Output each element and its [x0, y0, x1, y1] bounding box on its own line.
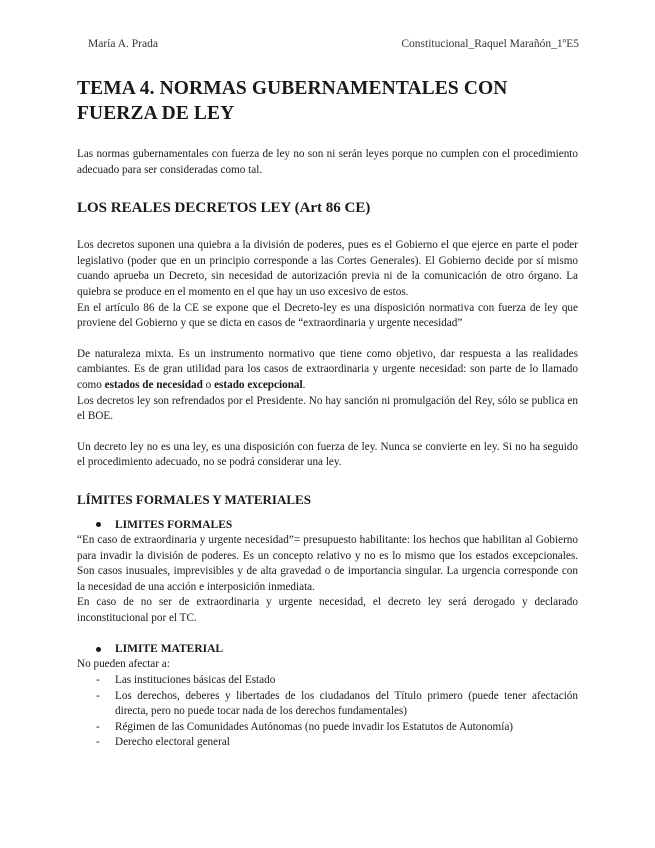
bold-estados-necesidad: estados de necesidad	[104, 378, 203, 391]
intro-paragraph: Las normas gubernamentales con fuerza de ley no son ni serán leyes porque no cumplen con el procedimiento adecuado para ser consideradas como tal.	[77, 148, 578, 176]
section-heading-limites: LÍMITES FORMALES Y MATERIALES	[77, 491, 311, 507]
paragraph-articulo-86: En el artículo 86 de la CE se expone que el Decreto-ley es una disposición normativa con fuerza de ley que proviene del Gobierno y que se dicta en casos de “extraordinaria y urgente necesidad”	[77, 301, 578, 330]
document-body	[77, 76, 578, 751]
page-title: TEMA 4. NORMAS GUBERNAMENTALES CON FUERZA DE LEY	[77, 78, 508, 124]
limites-formales-label: LIMITES FORMALES	[115, 518, 233, 531]
paragraph-quiebra: Los decretos suponen una quiebra a la división de poderes, pues es el Gobierno el que ejerce en parte el poder legislativo (poder que en un principio corresponde a las Cortes Generales). El Gobierno decide por sí mismo cuando aprueba un Decreto, sin necesidad de autorización previa ni de la comunicación de otro órgano. La quiebra se produce en el momento en el que hay un uso excesivo de estos.	[77, 239, 578, 298]
material-intro: No pueden afectar a:	[77, 658, 170, 671]
dash-marker: -	[96, 720, 100, 733]
paragraph-presupuesto-habilitante: “En caso de extraordinaria y urgente necesidad”= presupuesto habilitante: los hechos que habilitan al Gobierno para invadir la división de poderes. Es un concepto relativo y no es lo mismo que los estados excepcionales. Son casos inusuales, imprevisibles y de alta gravedad o de importancia singular. La urgencia corresponde con la necesidad de una acción e interposición inmediata.	[77, 533, 578, 593]
limite-material-label: LIMITE MATERIAL	[115, 643, 224, 656]
list-item: - Régimen de las Comunidades Autónomas (no puede invadir los Estatutos de Autonomía)	[77, 720, 578, 736]
bold-estado-excepcional: estado excepcional	[214, 378, 303, 391]
bullet-icon	[96, 522, 101, 527]
section-heading-reales-decretos: LOS REALES DECRETOS LEY (Art 86 CE)	[77, 200, 371, 217]
paragraph-refrendo: Los decretos ley son refrendados por el Presidente. No hay sanción ni promulgación del Rey, sólo se publica en el BOE.	[77, 394, 578, 423]
period-text: .	[302, 378, 306, 391]
dash-marker: -	[96, 689, 100, 702]
naturaleza-text: De naturaleza mixta. Es un instrumento normativo que tiene como objetivo, dar respuesta a las realidades cambiantes. Es de gran utilidad para los casos de extraordinaria y urgente necesidad: son parte de lo llamado como	[77, 347, 578, 391]
dash-marker: -	[96, 674, 100, 687]
header-author: María A. Prada	[88, 38, 158, 50]
connector-text: o	[202, 378, 215, 391]
bullet-icon	[96, 647, 101, 652]
list-item: - Los derechos, deberes y libertades de los ciudadanos del Título primero (puede tener afectación directa, pero no puede tocar nada de los derechos fundamentales)	[96, 689, 578, 718]
bullet-limite-material	[77, 641, 578, 657]
material-list	[77, 673, 578, 751]
bullet-limites-formales	[77, 517, 578, 533]
paragraph-naturaleza-mixta	[77, 347, 578, 394]
dash-marker: -	[96, 736, 100, 749]
header-course: Constitucional_Raquel Marañón_1ºE5	[401, 38, 579, 50]
paragraph-derogado: En caso de no ser de extraordinaria y urgente necesidad, el decreto ley será derogado y declarado inconstitucional por el TC.	[77, 596, 578, 624]
list-item: - Derecho electoral general	[77, 735, 578, 751]
list-item: - Las instituciones básicas del Estado	[77, 673, 578, 689]
paragraph-no-es-ley: Un decreto ley no es una ley, es una disposición con fuerza de ley. Nunca se convierte en ley. Si no ha seguido el procedimiento adecuado, no se podrá considerar una ley.	[77, 440, 578, 469]
